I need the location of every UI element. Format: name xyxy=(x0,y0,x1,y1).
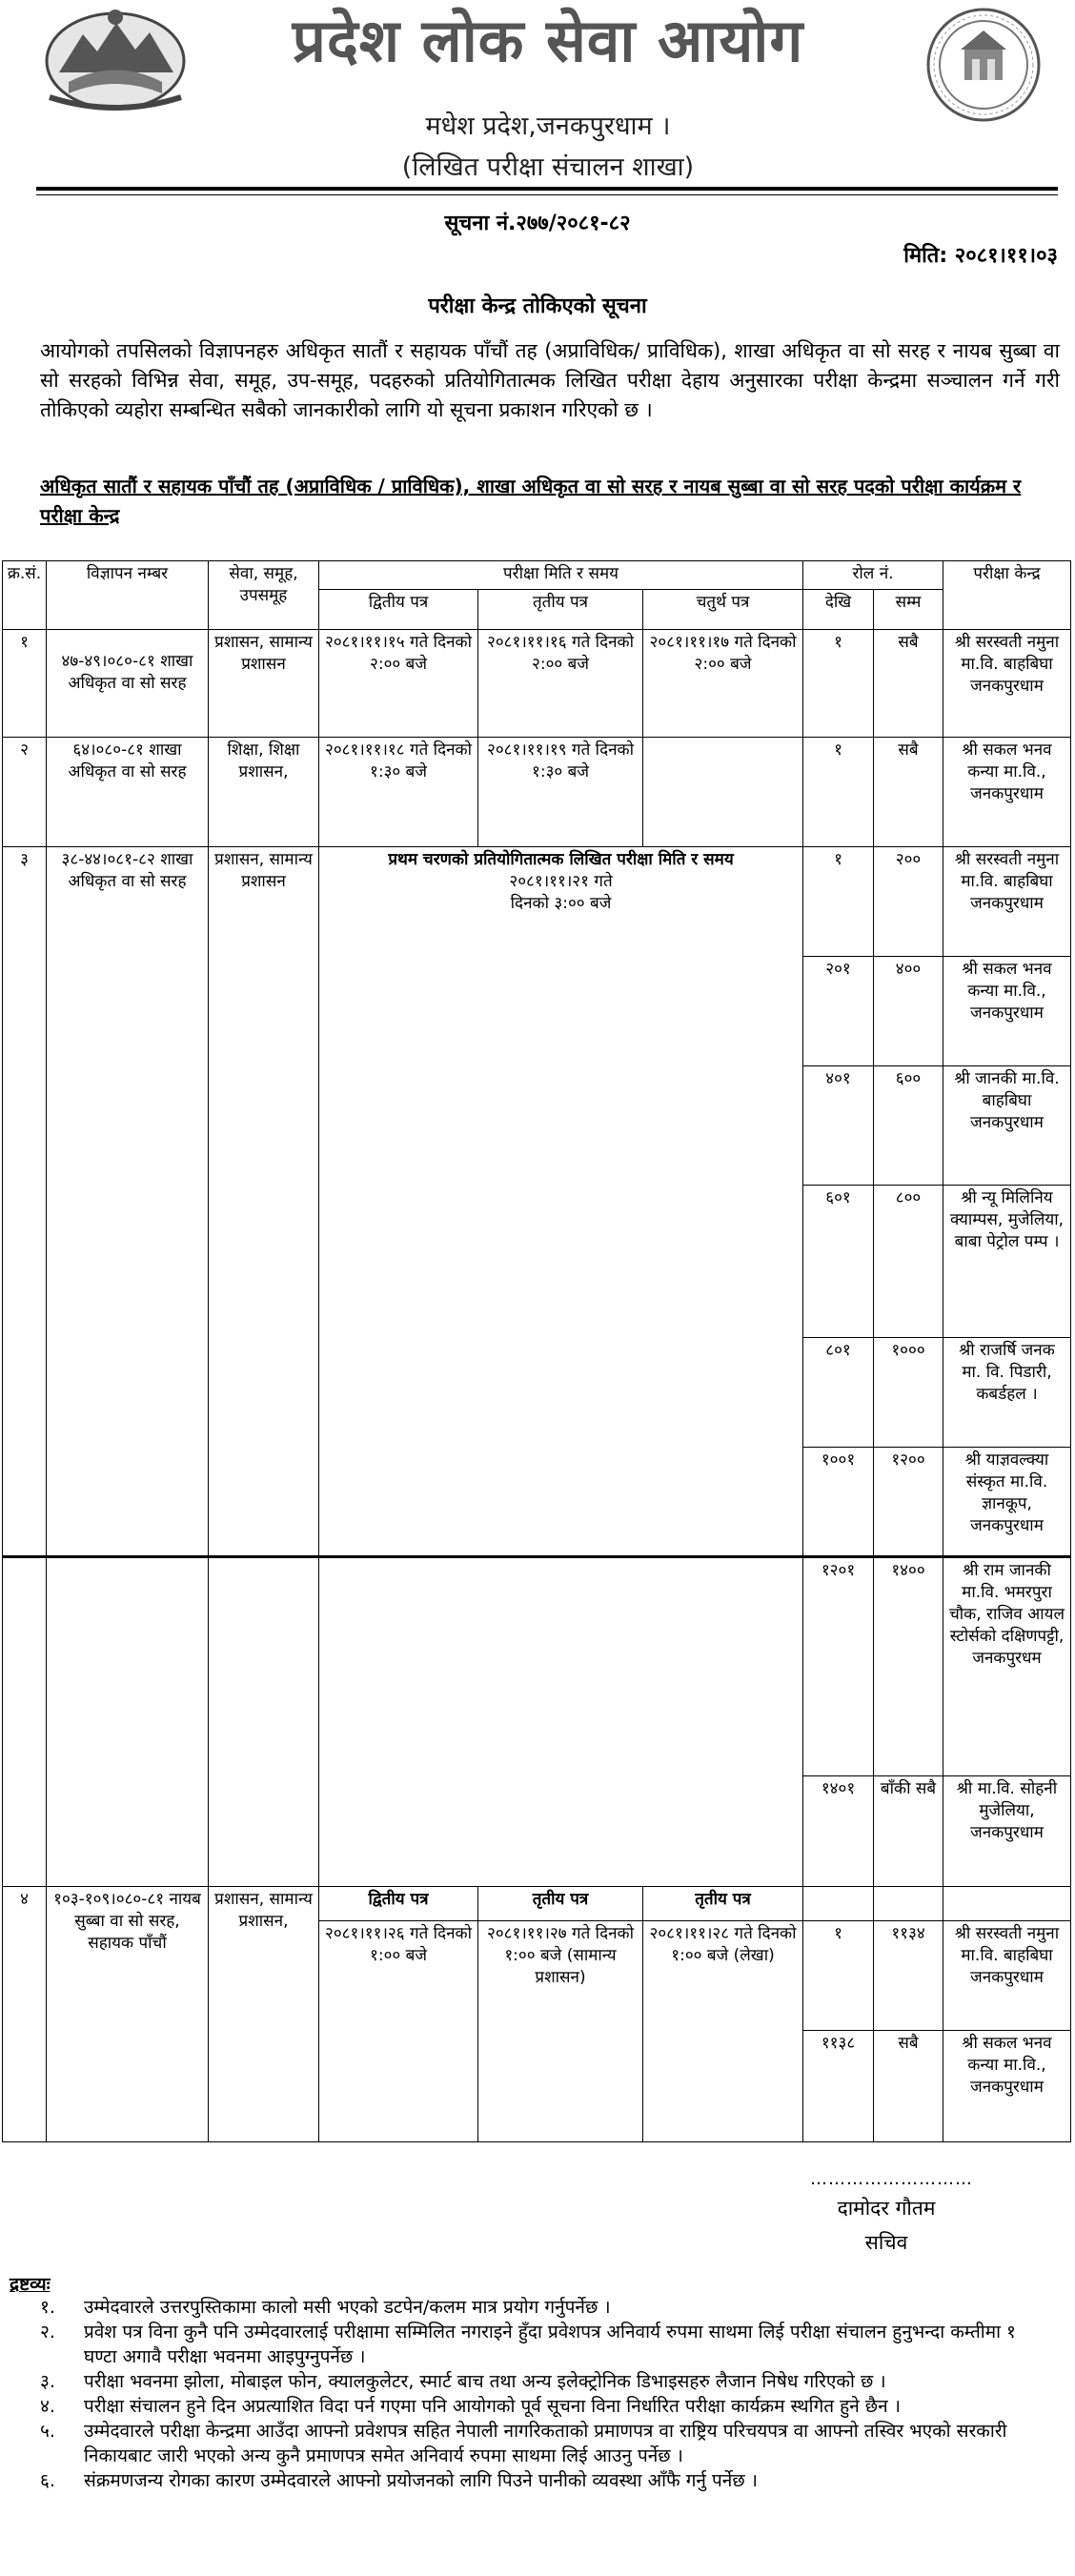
row-roll-empty xyxy=(874,1887,943,1921)
center-name: श्री मा.वि. सोहनी मुजेलिया, जनकपुरधाम xyxy=(943,1776,1071,1887)
center-roll-from: ६०१ xyxy=(803,1186,874,1338)
center-roll-from: १४०१ xyxy=(803,1776,874,1887)
row-paper3: २०८१।११।१६ गते दिनको २:०० बजे xyxy=(478,630,643,738)
center-roll-to: १२०० xyxy=(874,1448,943,1557)
row-continued-empty xyxy=(209,1557,319,1887)
header-center: परीक्षा केन्द्र xyxy=(943,561,1071,630)
signatory-name: दामोदर गौतम xyxy=(837,2197,936,2220)
signatory-title: सचिव xyxy=(864,2231,908,2254)
center-roll-from: १ xyxy=(803,1921,874,2031)
header-schedule: परीक्षा मिति र समय xyxy=(319,561,803,590)
center-roll-from: ८०१ xyxy=(803,1338,874,1448)
row-roll-empty xyxy=(803,1887,874,1921)
note-text: परीक्षा संचालन हुने दिन अप्रत्याशित विदा पर्न गएमा पनि आयोगको पूर्व सूचना विना निर्धारित परीक्षा कार्यक्रम स्थगित हुने छैन । xyxy=(84,2396,901,2417)
center-roll-to: ८०० xyxy=(874,1186,943,1338)
header-service: सेवा, समूह, उपसमूह xyxy=(209,561,319,630)
row-service: प्रशासन, सामान्य प्रशासन, xyxy=(209,1887,319,2142)
table-row xyxy=(3,847,1071,957)
row-center-empty xyxy=(943,1887,1071,1921)
center-roll-from: १ xyxy=(803,847,874,957)
center-name: श्री सरस्वती नमुना मा.वि. बाहबिघा जनकपुरधाम xyxy=(943,1921,1071,2031)
row-roll-from: १ xyxy=(803,738,874,847)
note-number: ६. xyxy=(40,2470,55,2491)
header-roll: रोल नं. xyxy=(803,561,943,590)
table-row xyxy=(3,1887,1071,1921)
notice-intro: आयोगको तपसिलको विज्ञापनहरु अधिकृत सातौं र सहायक पाँचौं तह (अप्राविधिक/ प्राविधिक), शाखा अधिकृत वा सो सरह र नायब सुब्बा वा सो सरहको विभिन्न सेवा, समूह, उप-समूह, पदहरुको प्रतियोगितात्मक लिखित परीक्षा देहाय अनुसारका परीक्षा केन्द्रमा सञ्चालन गर्ने गरी तोकिएको व्यहोरा सम्बन्धित सबैको जानकारीको लागि यो सूचना प्रकाशन गरिएको छ । xyxy=(40,339,1060,421)
center-roll-to: ४०० xyxy=(874,957,943,1066)
row-paper2-header: द्वितीय पत्र xyxy=(319,1887,478,1921)
table-title: अधिकृत सातौं र सहायक पाँचौं तह (अप्राविधिक / प्राविधिक), शाखा अधिकृत वा सो सरह र नायब सुब्बा वा सो सरह पदको परीक्षा कार्यक्रम र परीक्षा केन्द्र xyxy=(40,475,1022,527)
center-roll-from: ४०१ xyxy=(803,1066,874,1186)
row-roll-to: सबै xyxy=(874,630,943,738)
notice-date: मिति: २०८१।११।०३ xyxy=(903,244,1058,268)
row-center: श्री सरस्वती नमुना मा.वि. बाहबिघा जनकपुरधाम xyxy=(943,630,1071,738)
row-roll-from: १ xyxy=(803,630,874,738)
row-continued-empty xyxy=(319,1557,803,1887)
note-number: ४. xyxy=(40,2396,55,2417)
header-rule-thin xyxy=(36,194,1058,195)
header-to: सम्म xyxy=(874,590,943,630)
center-name: श्री सकल भनव कन्या मा.वि., जनकपुरधाम xyxy=(943,2031,1071,2142)
province-address: मधेश प्रदेश,जनकपुरधाम । xyxy=(425,112,671,141)
commission-title: प्रदेश लोक सेवा आयोग xyxy=(292,6,804,75)
note-text: संक्रमणजन्य रोगका कारण उम्मेदवारले आफ्नो प्रयोजनको लागि पिउने पानीको व्यवस्था आँफै गर्नु पर्नेछ । xyxy=(84,2470,758,2491)
row-center: श्री सकल भनव कन्या मा.वि., जनकपुरधाम xyxy=(943,738,1071,847)
note-text: उम्मेदवारले उत्तरपुस्तिकामा कालो मसी भएको डटपेन/कलम मात्र प्रयोग गर्नुपर्नेछ । xyxy=(84,2297,611,2318)
note-item xyxy=(40,2468,1052,2493)
note-text: उम्मेदवारले परीक्षा केन्द्रमा आउँदा आफ्नो प्रवेशपत्र सहित नेपाली नागरिकताको प्रमाणपत्र वा राष्ट्रिय परिचयपत्र वा आफ्नो तस्विर भएको सरकारी निकायबाट जारी भएको अन्य कुनै प्रमाणपत्र समेत अनिवार्य रुपमा साथमा लिई आउनु पर्नेछ । xyxy=(84,2421,1007,2466)
center-name: श्री सरस्वती नमुना मा.वि. बाहबिघा जनकपुरधाम xyxy=(943,847,1071,957)
header-paper3: तृतीय पत्र xyxy=(478,590,643,630)
row-paper4: २०८१।११।१७ गते दिनको २:०० बजे xyxy=(643,630,803,738)
note-text: परीक्षा भवनमा झोला, मोबाइल फोन, क्यालकुलेटर, स्मार्ट बाच तथा अन्य इलेक्ट्रोनिक डिभाइसहरु लैजान निषेध गरिएको छ । xyxy=(84,2371,886,2392)
row-sn: २ xyxy=(3,738,47,847)
nepal-emblem-icon xyxy=(40,6,191,112)
note-number: १. xyxy=(40,2297,55,2318)
header-from: देखि xyxy=(803,590,874,630)
letterhead xyxy=(0,0,1075,191)
note-number: २. xyxy=(40,2322,55,2343)
header-paper4: चतुर्थ पत्र xyxy=(643,590,803,630)
note-number: ३. xyxy=(40,2371,55,2392)
note-number: ५. xyxy=(40,2421,55,2442)
note-item xyxy=(40,2295,1052,2320)
branch-name: (लिखित परीक्षा संचालन शाखा) xyxy=(401,152,695,182)
center-name: श्री सकल भनव कन्या मा.वि., जनकपुरधाम xyxy=(943,957,1071,1066)
commission-seal-icon xyxy=(913,6,1054,125)
header-ad: विज्ञापन नम्बर xyxy=(47,561,209,630)
exam-schedule-table xyxy=(2,560,1071,2142)
center-roll-to: ११३४ xyxy=(874,1921,943,2031)
row-ad: ४७-४९।०८०-८१ शाखा अधिकृत वा सो सरह xyxy=(47,630,209,738)
row-ad: ६४।०८०-८१ शाखा अधिकृत वा सो सरह xyxy=(47,738,209,847)
row-sn: ३ xyxy=(3,847,47,1557)
notes-list xyxy=(40,2295,1052,2493)
table-header-row xyxy=(3,561,1071,590)
row-paper2: २०८१।११।२६ गते दिनको १:०० बजे xyxy=(319,1921,478,2142)
note-item xyxy=(40,2419,1052,2468)
note-item xyxy=(40,2394,1052,2419)
row-paper3-header: तृतीय पत्र xyxy=(478,1887,643,1921)
schedule-time: दिनको ३:०० बजे xyxy=(510,894,612,913)
table-row xyxy=(3,630,1071,738)
note-text: प्रवेश पत्र विना कुनै पनि उम्मेदवारलाई परीक्षामा सम्मिलित नगराइने हुँदा प्रवेशपत्र अनिवार्य रुपमा साथमा लिई परीक्षा संचालन हुनुभन्दा कम्तीमा १ घण्टा अगावै परीक्षा भवनमा आइपुग्नुपर्नेछ । xyxy=(84,2322,1016,2367)
notice-heading: परीक्षा केन्द्र तोकिएको सूचना xyxy=(428,294,647,318)
row-paper4-empty xyxy=(643,738,803,847)
row-ad: ३८-४४।०८१-८२ शाखा अधिकृत वा सो सरह xyxy=(47,847,209,1557)
center-roll-from: ११३८ xyxy=(803,2031,874,2142)
row-first-phase-schedule xyxy=(319,847,803,1557)
row-paper4: २०८१।११।२८ गते दिनको १:०० बजे (लेखा) xyxy=(643,1921,803,2142)
header-rule xyxy=(36,187,1058,191)
schedule-date: २०८१।११।२१ गते xyxy=(509,872,613,891)
row-paper3: २०८१।११।२७ गते दिनको १:०० बजे (सामान्य प्रशासन) xyxy=(478,1921,643,2142)
row-service: प्रशासन, सामान्य प्रशासन xyxy=(209,630,319,738)
header-paper2: द्वितीय पत्र xyxy=(319,590,478,630)
center-name: श्री राजर्षि जनक मा. वि. पिडारी, कबर्डहल । xyxy=(943,1338,1071,1448)
center-roll-to: १००० xyxy=(874,1338,943,1448)
center-roll-to: ६०० xyxy=(874,1066,943,1186)
row-ad: १०३-१०९।०८०-८१ नायब सुब्बा वा सो सरह, सहायक पाँचौं xyxy=(47,1887,209,2142)
notice-number: सूचना नं.२७७/२०८१-८२ xyxy=(444,212,631,235)
row-sn: ४ xyxy=(3,1887,47,2142)
header-sn: क्र.सं. xyxy=(3,561,47,630)
table-row xyxy=(3,738,1071,847)
center-roll-to: बाँकी सबै xyxy=(874,1776,943,1887)
row-roll-to: सबै xyxy=(874,738,943,847)
row-continued-empty xyxy=(3,1557,47,1887)
note-item xyxy=(40,2320,1052,2369)
center-roll-to: २०० xyxy=(874,847,943,957)
center-name: श्री न्यू मिलिनिय क्याम्पस, मुजेलिया, बाबा पेट्रोल पम्प । xyxy=(943,1186,1071,1338)
row-service: शिक्षा, शिक्षा प्रशासन, xyxy=(209,738,319,847)
row-continued-empty xyxy=(47,1557,209,1887)
center-roll-to: १४०० xyxy=(874,1557,943,1776)
schedule-title: प्रथम चरणको प्रतियोगितात्मक लिखित परीक्षा मिति र समय xyxy=(388,850,734,869)
center-roll-from: १००१ xyxy=(803,1448,874,1557)
row-paper2: २०८१।११।१५ गते दिनको २:०० बजे xyxy=(319,630,478,738)
center-roll-to: सबै xyxy=(874,2031,943,2142)
center-name: श्री जानकी मा.वि. बाहबिघा जनकपुरधाम xyxy=(943,1066,1071,1186)
row-sn: १ xyxy=(3,630,47,738)
row-paper4-header: तृतीय पत्र xyxy=(643,1887,803,1921)
row-service: प्रशासन, सामान्य प्रशासन xyxy=(209,847,319,1557)
center-name: श्री राम जानकी मा.वि. भमरपुरा चौक, राजिव आयल स्टोर्सको दक्षिणपट्टी, जनकपुरधम xyxy=(943,1557,1071,1776)
signature-line: ……………………… xyxy=(810,2169,973,2189)
table-row xyxy=(3,1557,1071,1776)
note-item xyxy=(40,2369,1052,2394)
center-name: श्री याज्ञवल्क्या संस्कृत मा.वि. ज्ञानकूप, जनकपुरधाम xyxy=(943,1448,1071,1557)
row-paper3: २०८१।११।१९ गते दिनको १:३० बजे xyxy=(478,738,643,847)
center-roll-from: १२०१ xyxy=(803,1557,874,1776)
center-roll-from: २०१ xyxy=(803,957,874,1066)
row-paper2: २०८१।११।१८ गते दिनको १:३० बजे xyxy=(319,738,478,847)
notes-heading: द्रष्टव्यः xyxy=(10,2274,51,2295)
